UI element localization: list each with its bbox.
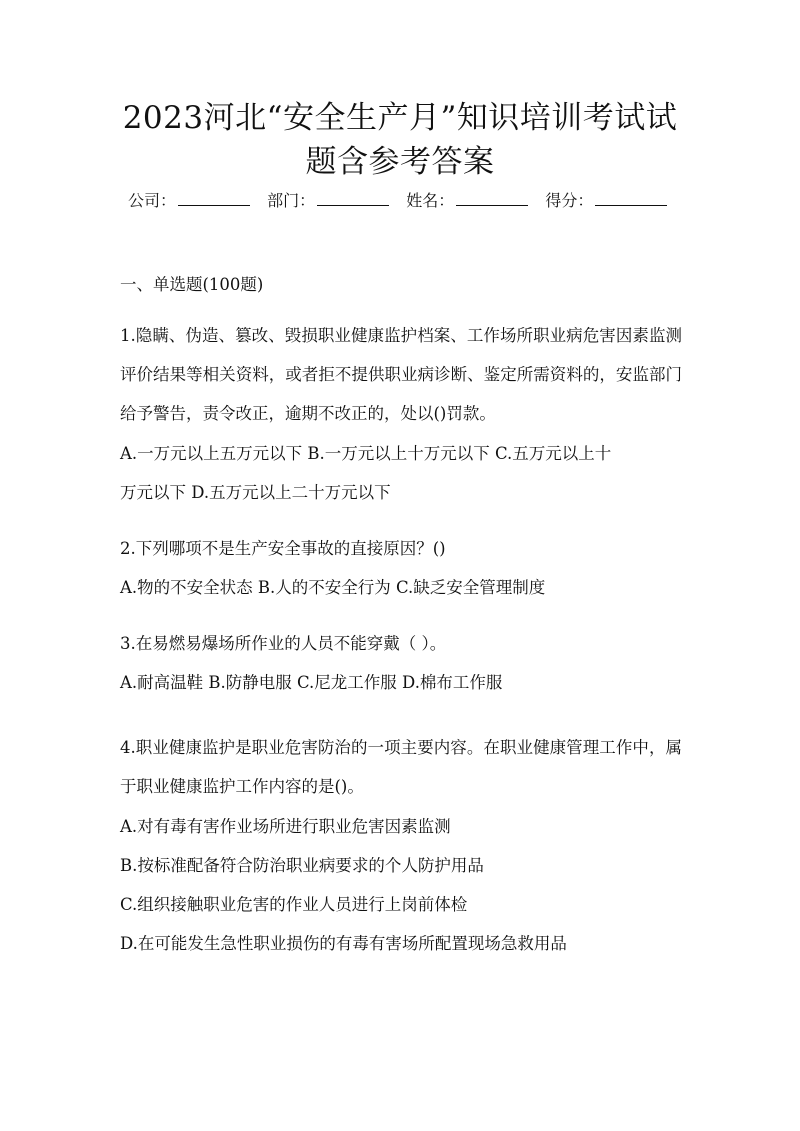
score-blank[interactable] <box>595 191 667 206</box>
document-title <box>0 96 800 184</box>
question-4-option-d: D.在可能发生急性职业损伤的有毒有害场所配置现场急救用品 <box>120 934 567 953</box>
name-blank[interactable] <box>456 191 528 206</box>
department-blank[interactable] <box>317 191 389 206</box>
title-line-1: 2023河北“安全生产月”知识培训考试试 <box>122 100 678 136</box>
department-label: 部门： <box>267 191 316 210</box>
question-1-options-line-2: 万元以下 D.五万元以上二十万元以下 <box>120 483 391 502</box>
question-2-options-line-1: A.物的不安全状态 B.人的不安全行为 C.缺乏安全管理制度 <box>120 578 546 597</box>
question-2 <box>120 538 682 599</box>
exam-content <box>120 274 682 976</box>
company-blank[interactable] <box>178 191 250 206</box>
title-line-2: 题含参考答案 <box>305 144 495 180</box>
company-label: 公司： <box>128 191 177 210</box>
question-2-stem: 2.下列哪项不是生产安全事故的直接原因？() <box>120 539 446 558</box>
name-label: 姓名： <box>406 191 455 210</box>
question-3-stem: 3.在易燃易爆场所作业的人员不能穿戴（ ）。 <box>120 634 447 653</box>
question-4-stem: 4.职业健康监护是职业危害防治的一项主要内容。在职业健康管理工作中，属于职业健康监护工作内容的是()。 <box>120 738 682 796</box>
question-4-option-c: C.组织接触职业危害的作业人员进行上岗前体检 <box>120 895 468 914</box>
score-field[interactable] <box>545 190 667 212</box>
info-fields <box>128 190 688 212</box>
company-field[interactable] <box>128 190 250 212</box>
department-field[interactable] <box>267 190 389 212</box>
question-3 <box>120 633 682 694</box>
name-field[interactable] <box>406 190 528 212</box>
question-1-options-line-1: A.一万元以上五万元以下 B.一万元以上十万元以下 C.五万元以上十 <box>120 444 612 463</box>
question-3-options-line-1: A.耐高温鞋 B.防静电服 C.尼龙工作服 D.棉布工作服 <box>120 673 503 692</box>
question-4-option-b: B.按标准配备符合防治职业病要求的个人防护用品 <box>120 856 484 875</box>
question-4 <box>120 728 682 955</box>
score-label: 得分： <box>545 191 594 210</box>
section-title: 一、单选题(100题) <box>120 275 264 294</box>
question-4-option-a: A.对有毒有害作业场所进行职业危害因素监测 <box>120 817 451 836</box>
question-1 <box>120 316 682 504</box>
question-1-stem: 1.隐瞒、伪造、篡改、毁损职业健康监护档案、工作场所职业病危害因素监测评价结果等相关资料，或者拒不提供职业病诊断、鉴定所需资料的，安监部门给予警告，责令改正，逾期不改正的，处以()罚款。 <box>120 326 682 423</box>
